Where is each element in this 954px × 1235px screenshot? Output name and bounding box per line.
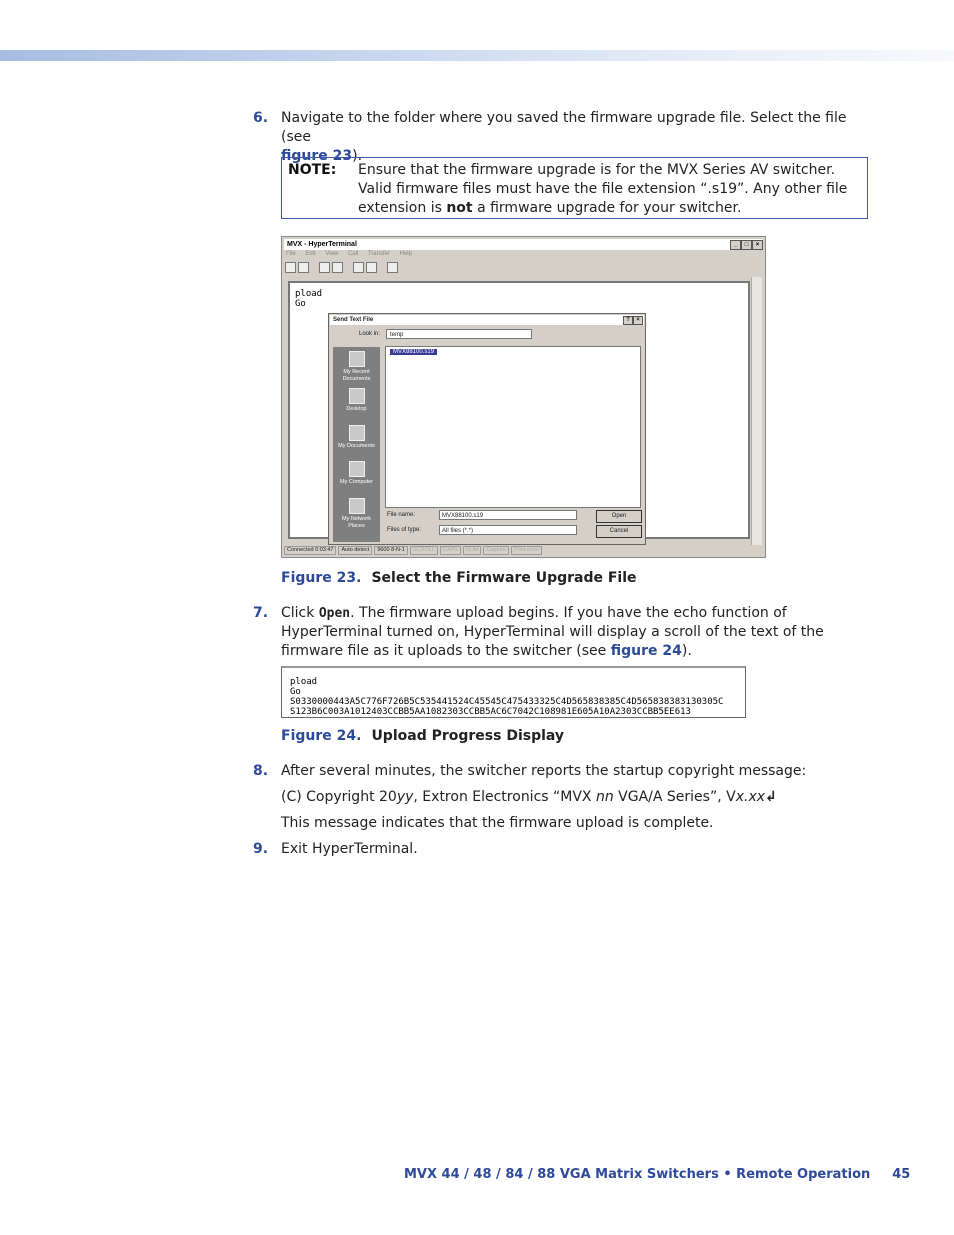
receive-icon[interactable] (366, 262, 377, 273)
note-label: NOTE: (288, 162, 337, 178)
page-number: 45 (892, 1167, 911, 1182)
page-footer (404, 1167, 910, 1182)
file-list (385, 346, 641, 508)
nav-documents[interactable]: My Documents (335, 425, 378, 450)
status-baud: 9600 8-N-1 (374, 546, 408, 555)
file-name-input[interactable]: MVX88100.s19 (439, 510, 577, 520)
menu-bar (286, 251, 420, 260)
send-text-file-dialog (328, 313, 646, 545)
desktop-icon (349, 388, 365, 404)
note-text: Ensure that the firmware upgrade is for the MVX Series AV switcher. Valid firmware files must have the file extension “.s19”. Any other file extension is not a firmware upgrade for your switcher. (358, 162, 848, 216)
step-8: 8. After several minutes, the switcher reports the startup copyright message: (253, 763, 807, 779)
file-name-label: File name: (387, 512, 416, 518)
window-title: MVX - HyperTerminal _ □ × (284, 239, 763, 250)
send-icon[interactable] (353, 262, 364, 273)
menu-help[interactable]: Help (399, 251, 412, 257)
file-type-select[interactable]: All files (*.*) (439, 525, 577, 535)
cancel-button[interactable]: Cancel (596, 525, 642, 538)
step-number: 6. (253, 110, 269, 126)
computer-icon (349, 461, 365, 477)
menu-view[interactable]: View (325, 251, 339, 257)
look-in-select[interactable]: temp (386, 329, 532, 339)
step-number: 9. (253, 841, 269, 857)
copyright-message: (C) Copyright 20yy, Extron Electronics “MVX nn VGA/A Series”, Vx.xx↲ (281, 789, 777, 805)
terminal-text: pload Go (295, 289, 323, 309)
file-item[interactable]: MVX88100.s19 (390, 349, 437, 355)
step-7: 7. Click Open. The firmware upload begins. If you have the echo function of HyperTerminal turned on, HyperTerminal will display a scroll of the text of the firmware file as it uploads to the switcher (see figure 24). (253, 605, 824, 659)
menu-file[interactable]: File (286, 251, 296, 257)
status-bar: Connected 0:03:47 Auto detect 9600 8-N-1 SCROLL CAPS NUM Capture Print echo (284, 546, 763, 555)
figure-23-caption: Figure 23. Select the Firmware Upgrade File (281, 570, 637, 586)
note-box (281, 157, 868, 219)
hyperterminal-window (281, 236, 766, 558)
status-connected: Connected 0:03:47 (284, 546, 336, 555)
dialog-title: Send Text File ? × (330, 315, 644, 325)
step-9: 9. Exit HyperTerminal. (253, 841, 418, 857)
toolbar (285, 262, 400, 274)
new-icon[interactable] (285, 262, 296, 273)
help-icon[interactable]: ? (623, 316, 633, 325)
maximize-icon[interactable]: □ (741, 240, 752, 250)
nav-recent[interactable]: My Recent Documents (335, 351, 378, 383)
places-bar (333, 347, 380, 542)
upload-progress-display (281, 666, 746, 718)
scrollbar[interactable] (751, 277, 762, 545)
call-icon[interactable] (319, 262, 330, 273)
figure-24-link[interactable]: figure 24 (610, 643, 682, 659)
figure-24-caption: Figure 24. Upload Progress Display (281, 728, 565, 744)
network-icon (349, 498, 365, 514)
file-type-label: Files of type: (387, 527, 422, 533)
disconnect-icon[interactable] (332, 262, 343, 273)
open-icon[interactable] (298, 262, 309, 273)
figure-23-link[interactable]: figure 23 (281, 148, 353, 164)
properties-icon[interactable] (387, 262, 398, 273)
look-in-label: Look in: (359, 331, 381, 337)
nav-network[interactable]: My Network Places (335, 498, 378, 530)
open-button[interactable]: Open (596, 510, 642, 523)
completion-text: This message indicates that the firmware upload is complete. (281, 815, 714, 831)
menu-call[interactable]: Call (347, 251, 359, 257)
recent-documents-icon (349, 351, 365, 367)
step-6: 6. Navigate to the folder where you saved the firmware upgrade file. Select the file (see figure 23). (253, 110, 847, 164)
terminal-text: pload Go S0330000443A5C776F726B5C535441524C45545C475433325C4D565838385C4D565838383130305C S123B6C003A1012403CCBB5AA1082303CCBB5AC6C7042C108981E605A10A2303CCBB5EE613 (290, 677, 724, 717)
documents-icon (349, 425, 365, 441)
step-text: Navigate to the folder where you saved the firmware upgrade file. Select the file (see (281, 110, 847, 145)
footer-title: MVX 44 / 48 / 84 / 88 VGA Matrix Switchers • Remote Operation (404, 1167, 871, 1182)
close-icon[interactable]: × (752, 240, 763, 250)
open-command: Open (318, 606, 351, 621)
minimize-icon[interactable]: _ (730, 240, 741, 250)
header-band (0, 50, 954, 61)
close-icon[interactable]: × (633, 316, 643, 325)
enter-icon: ↲ (765, 789, 777, 805)
menu-edit[interactable]: Edit (305, 251, 316, 257)
menu-transfer[interactable]: Transfer (367, 251, 390, 257)
nav-desktop[interactable]: Desktop (335, 388, 378, 413)
status-detect: Auto detect (338, 546, 372, 555)
nav-computer[interactable]: My Computer (335, 461, 378, 486)
step-number: 8. (253, 763, 269, 779)
step-number: 7. (253, 605, 269, 621)
